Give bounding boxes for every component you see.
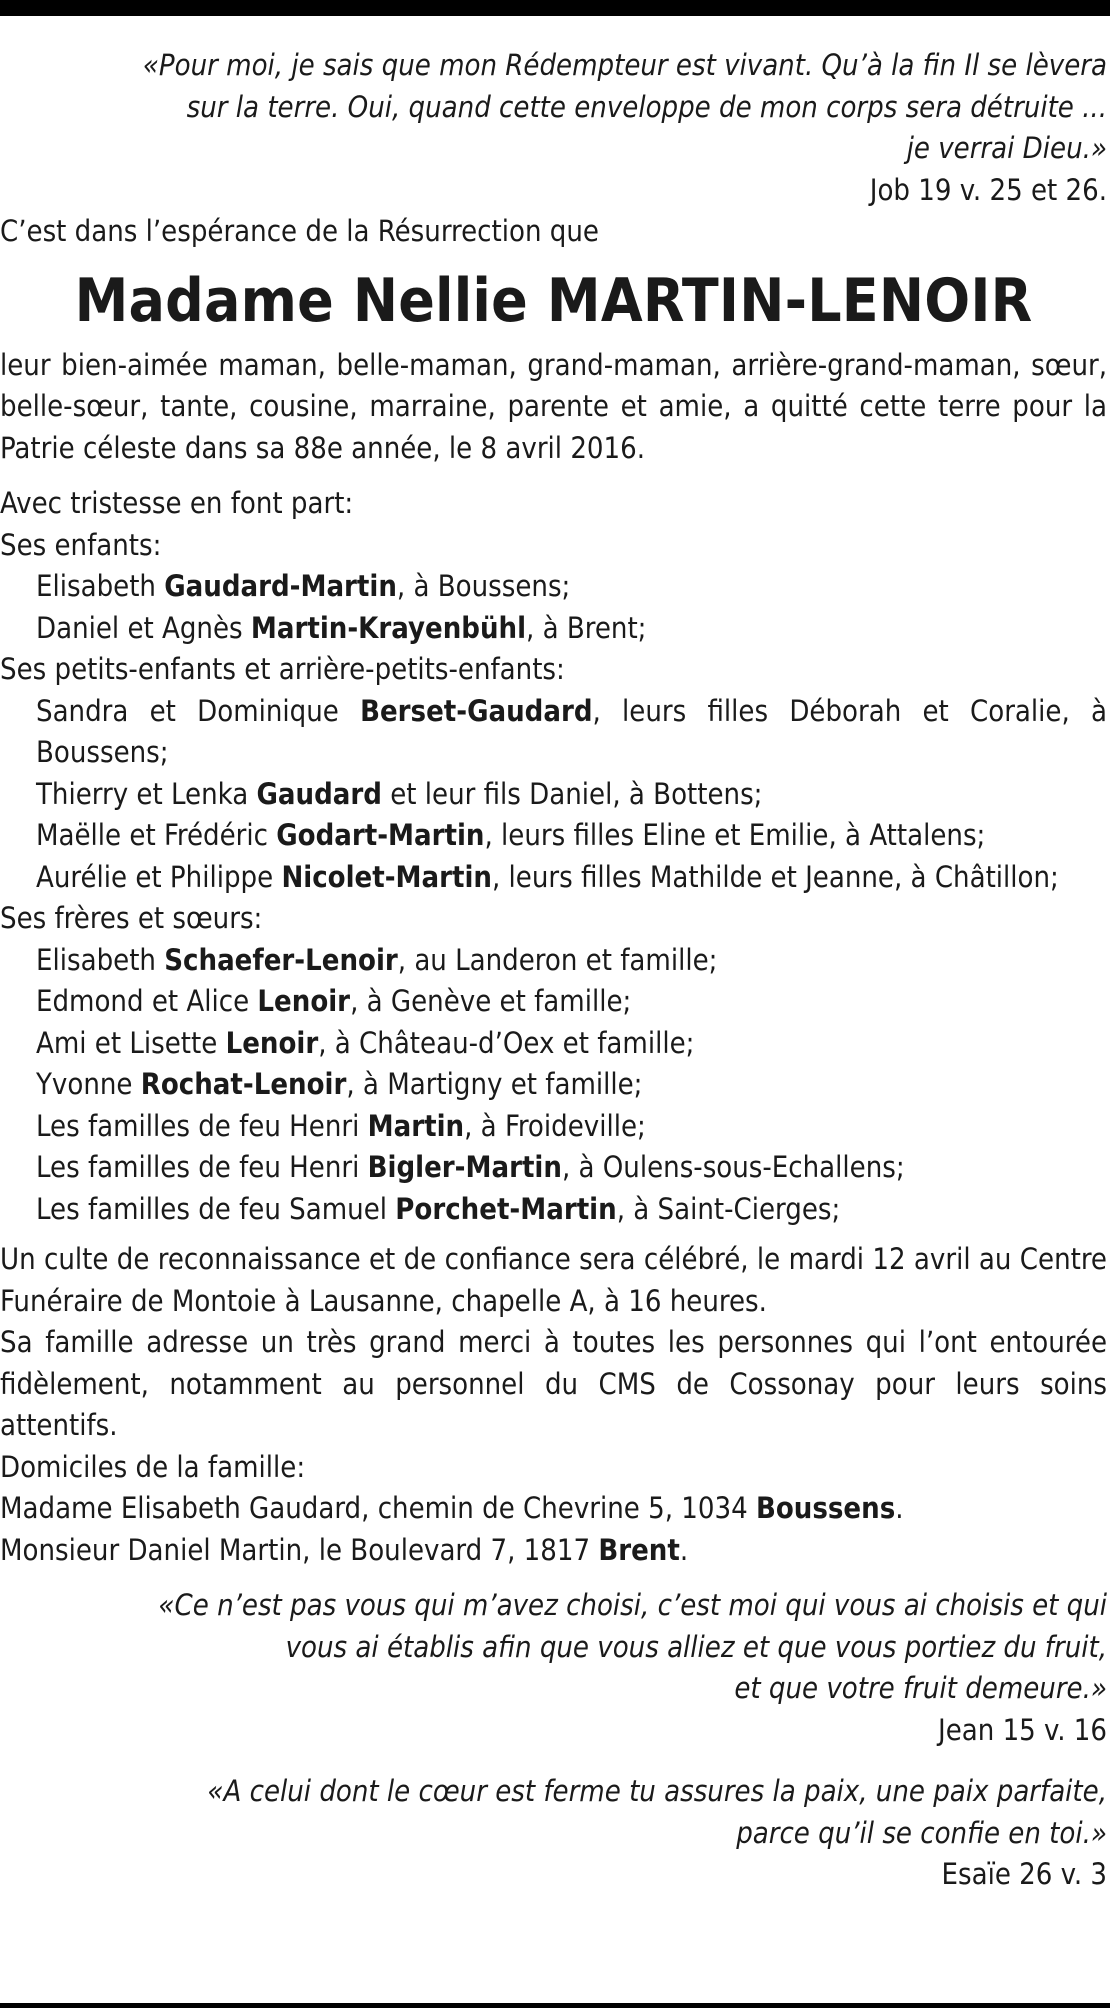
family-entry: Daniel et Agnès Martin-Krayenbühl, à Brent; — [36, 610, 647, 645]
verse-line: «Ce n’est pas vous qui m’avez choisi, c’est moi qui vous ai choisis et qui — [158, 1588, 1107, 1622]
verse-line: «Pour moi, je sais que mon Rédempteur est vivant. Qu’à la fin Il se lèvera — [142, 48, 1107, 82]
family-entry: Elisabeth Schaefer-Lenoir, au Landeron et famille; — [36, 942, 718, 977]
family-entry: Elisabeth Gaudard-Martin, à Boussens; — [36, 569, 571, 603]
closing-verse-1-reference: Jean 15 v. 16 — [938, 1712, 1107, 1747]
family-entry: Aurélie et Philippe Nicolet-Martin, leurs filles Mathilde et Jeanne, à Châtillon; — [36, 859, 1059, 894]
verse-line: vous ai établis afin que vous alliez et que vous portiez du fruit, — [285, 1629, 1107, 1664]
verse-line: je verrai Dieu.» — [906, 131, 1107, 165]
family-entry: Les familles de feu Henri Martin, à Froideville; — [36, 1108, 646, 1143]
verse-line: parce qu’il se confie en toi.» — [736, 1815, 1107, 1850]
family-entry: Yvonne Rochat-Lenoir, à Martigny et famille; — [36, 1067, 643, 1101]
family-entry: Ami et Lisette Lenoir, à Château-d’Oex et famille; — [36, 1025, 695, 1060]
family-entry: Maëlle et Frédéric Godart-Martin, leurs filles Eline et Emilie, à Attalens; — [36, 818, 986, 852]
verse-line: «A celui dont le cœur est ferme tu assures la paix, une paix parfaite, — [207, 1774, 1107, 1808]
children-heading: Ses enfants: — [0, 527, 162, 562]
mourners-intro: Avec tristesse en font part: — [0, 486, 354, 520]
siblings-heading: Ses frères et sœurs: — [0, 901, 263, 935]
family-entry: Les familles de feu Samuel Porchet-Martin, à Saint-Cierges; — [36, 1191, 841, 1226]
bottom-rule — [0, 2003, 1110, 2008]
deceased-name: Madame Nellie MARTIN-LENOIR — [74, 265, 1033, 336]
obituary-content — [0, 45, 1107, 1896]
domiciles-heading: Domiciles de la famille: — [0, 1449, 306, 1484]
closing-verse-2 — [0, 1771, 1107, 1854]
family-entry: Thierry et Lenka Gaudard et leur fils Daniel, à Bottens; — [36, 776, 763, 811]
verse-line: et que votre fruit demeure.» — [734, 1671, 1107, 1705]
opening-verse-reference: Job 19 v. 25 et 26. — [869, 172, 1107, 207]
verse-line: sur la terre. Oui, quand cette enveloppe de mon corps sera détruite ... — [186, 89, 1107, 124]
closing-verse-1 — [0, 1585, 1107, 1710]
family-entry: Les familles de feu Henri Bigler-Martin, à Oulens-sous-Echallens; — [36, 1150, 905, 1184]
domicile-entry: Madame Elisabeth Gaudard, chemin de Chevrine 5, 1034 Boussens. — [0, 1491, 904, 1525]
top-rule — [0, 0, 1110, 16]
grandchildren-heading: Ses petits-enfants et arrière-petits-enfants: — [0, 652, 565, 686]
intro-text: C’est dans l’espérance de la Résurrection que — [0, 214, 599, 248]
opening-verse — [0, 45, 1107, 170]
domicile-entry: Monsieur Daniel Martin, le Boulevard 7, 1817 Brent. — [0, 1532, 689, 1567]
announcement-text: leur bien-aimée maman, belle-maman, grand-maman, arrière-grand-maman, sœur, belle-sœur, tante, cousine, marraine, parente et amie, a quitté cette terre pour la Patrie céleste dans sa 88e année, le 8 avril 2016. — [0, 347, 1107, 465]
closing-verse-2-reference: Esaïe 26 v. 3 — [941, 1857, 1107, 1891]
thanks-text: Sa famille adresse un très grand merci à toutes les personnes qui l’ont entourée fidèlement, notamment au personnel du CMS de Cossonay pour leurs soins attentifs. — [0, 1325, 1107, 1442]
family-entry: Edmond et Alice Lenoir, à Genève et famille; — [36, 984, 632, 1018]
service-announcement: Un culte de reconnaissance et de confiance sera célébré, le mardi 12 avril au Centre Funéraire de Montoie à Lausanne, chapelle A, à 16 heures. — [0, 1242, 1107, 1318]
family-entry: Sandra et Dominique Berset-Gaudard, leurs filles Déborah et Coralie, à Boussens; — [36, 693, 1107, 769]
